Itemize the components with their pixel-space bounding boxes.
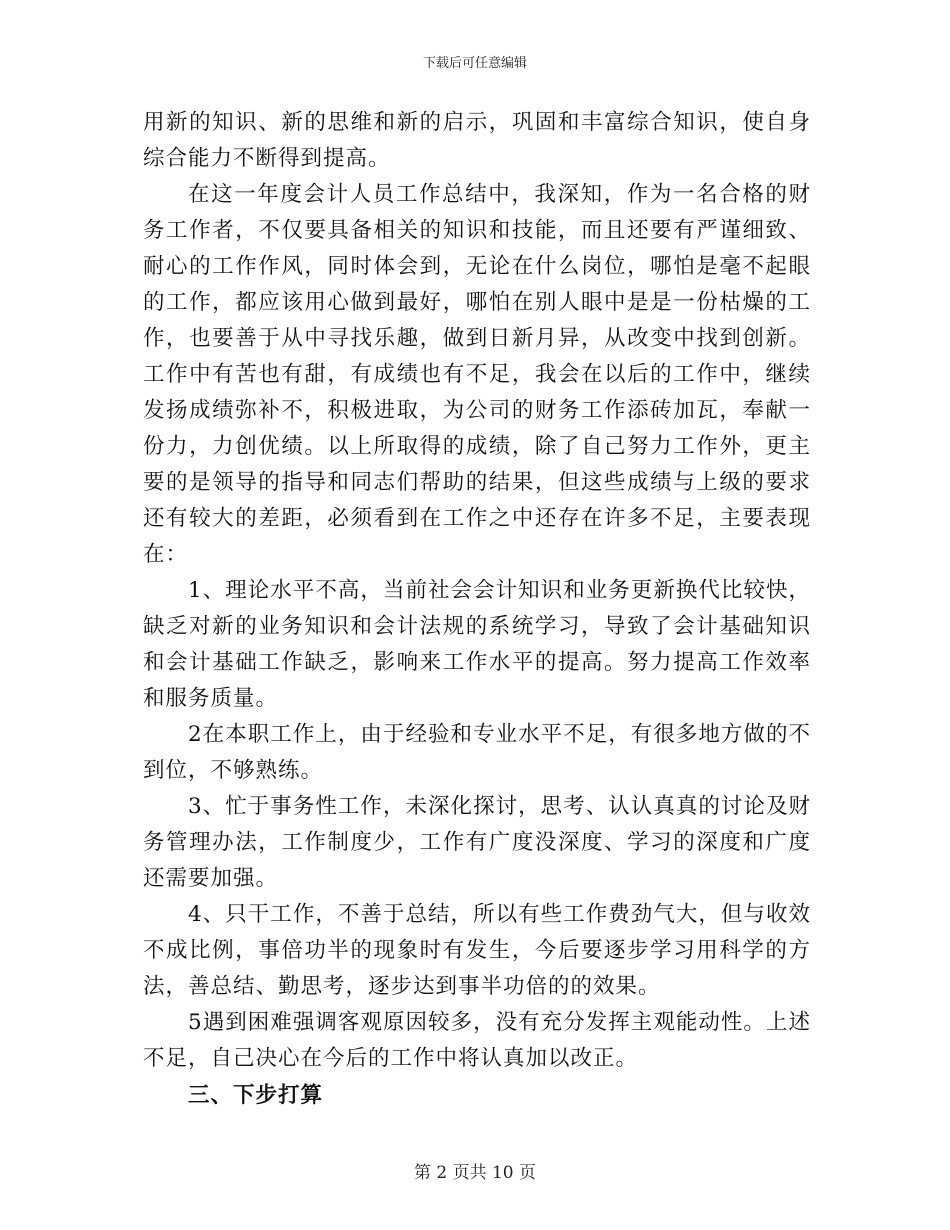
- list-item-paragraph: 3、忙于事务性工作，未深化探讨，思考、认认真真的讨论及财务管理办法，工作制度少，工作有广度没深度、学习的深度和广度还需要加强。: [143, 794, 811, 891]
- body-paragraph: 用新的知识、新的思维和新的启示，巩固和丰富综合知识，使自身综合能力不断得到提高。: [143, 110, 811, 171]
- list-item-paragraph: 4、只干工作，不善于总结，所以有些工作费劲气大，但与收效不成比例，事倍功半的现象时有发生，今后要逐步学习用科学的方法，善总结、勤思考，逐步达到事半功倍的的效果。: [143, 902, 811, 999]
- body-paragraph: 在这一年度会计人员工作总结中，我深知，作为一名合格的财务工作者，不仅要具备相关的知识和技能，而且还要有严谨细致、耐心的工作作风，同时体会到，无论在什么岗位，哪怕是毫不起眼的工作，都应该用心做到最好，哪怕在别人眼中是是一份枯燥的工作，也要善于从中寻找乐趣，做到日新月异，从改变中找到创新。工作中有苦也有甜，有成绩也有不足，我会在以后的工作中，继续发扬成绩弥补不，积极进取，为公司的财务工作添砖加瓦，奉献一份力，力创优绩。以上所取得的成绩，除了自己努力工作外，更主要的是领导的指导和同志们帮助的结果，但这些成绩与上级的要求还有较大的差距，必须看到在工作之中还存在许多不足，主要表现在：: [143, 182, 811, 567]
- section-heading: 三、下步打算: [188, 1083, 324, 1108]
- page-number: 第 2 页共 10 页: [413, 1163, 537, 1183]
- list-item-paragraph: 1、理论水平不高，当前社会会计知识和业务更新换代比较快，缺乏对新的业务知识和会计法规的系统学习，导致了会计基础知识和会计基础工作缺乏，影响来工作水平的提高。努力提高工作效率和服务质量。: [143, 578, 811, 711]
- page-header-note: 下载后可任意编辑: [422, 56, 527, 71]
- list-item-paragraph: 5遇到困难强调客观原因较多，没有充分发挥主观能动性。上述不足，自己决心在今后的工作中将认真加以改正。: [143, 1010, 811, 1071]
- document-body: [143, 105, 811, 1114]
- list-item-paragraph: 2在本职工作上，由于经验和专业水平不足，有很多地方做的不到位，不够熟练。: [143, 722, 811, 783]
